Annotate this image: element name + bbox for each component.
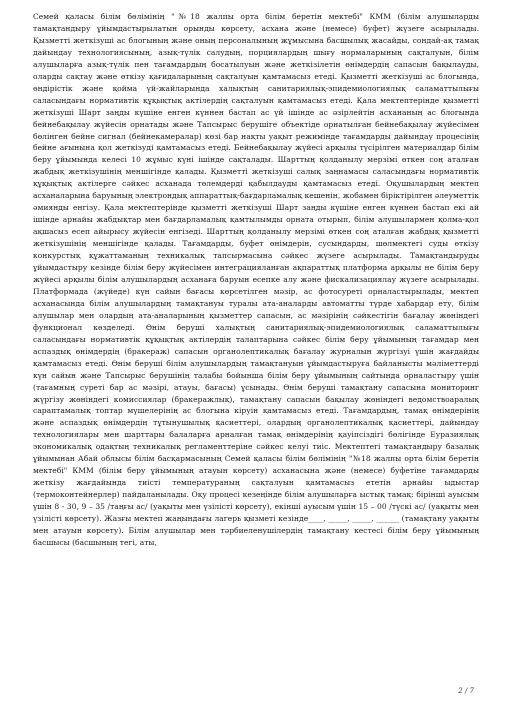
body-paragraph: Семей қаласы білім бөлімінің "№18 жалпы орта білім беретін мектебі" КММ (білім алушыларды тамақтандыру ұйымдастырылатын орынды көрсету, асхана және (немесе) буфет) жүзеге асырылады. Қызметті жеткізуші ас блогының және оның персоналының жұмысына басшылық жасайды, сондай-ақ тамақ дайындау технологиясының, азық-түлік салудың, порциялардың шығу нормаларының сақталуын, білім алушыларға азық-түлік пен тағамдардың босатылуын және жеткізілетін өнімдердің сапасын бақылауды, оларды сақтау және өткізу қағидаларының сақталуын қамтамасыз етеді. Қызметті жеткізуші ас блогында, өндірістік және қойма үй-жайларында халықтың санитариялық-эпидемиологиялық саламаттылығы саласындағы нормативтік құқықтық актілердің сақталуын қамтамасыз етеді. Қала мектептерінде қызметті жеткізуші Шарт заңды күшіне енген күннен бастап ас үй ішінде ас әзірлейтін асхананың ас блогында бейнебақылау жүйесін орнатады және Тапсырыс берушіге объектіде орнатылған бейнебақылау жүйесімен бөлінген бейне сигнал (бейнекамералар) көзі бар нақты уақыт режимінде тағамдарды дайындау процесінің бейне ағынына қол жеткізуді қамтамасыз етеді. Бейнебақылау жүйесі арқылы түсірілген материалдар білім беру ұйымында келесі 10 жұмыс күні ішінде сақталады. Шарттың қолданылу мерзімі өткен соң аталған жабдық жеткізушінің меншігінде қалады. Қызметті жеткізуші салық заңнамасы саласындағы нормативтік құқықтық актілерге сәйкес асханада төлемдерді қабылдауды қамтамасыз етеді. Оқушылардың мектеп асханаларына баруының электрондық аппараттық-бағдарламалық кешенін, жобамен біріктірілген әлеуметтік әмиянды енгізу. Қала мектептерінде қызметті жеткізуші Шарт заңды күшіне енген күннен бастап екі ай ішінде арнайы жабдықтар мен бағдарламалық қамтылымды орната отырып, білім алушылармен қолма-қол ақшасыз есеп айырысу жүйесін енгізеді. Шарттың қолданылу мерзімі өткен соң аталған жабдық қызметті жеткізушінің меншігінде қалады. Тағамдарды, буфет өнімдерін, сусындарды, шөлмектегі суды өткізу конкурстық құжаттаманың техникалық тапсырмасына сәйкес жүзеге асырылады. Тамақтандыруды ұйымдастыру кезінде білім беру жүйесімен интеграцияланған ақпараттық платформа арқылы не білім беру жүйесі арқылы білім алушылардың асханаға баруын есепке алу және фискализациялау жүзеге асырылады. Платформада (жүйеде) күн сайын бағасы көрсетілген мәзір, ас фотосуреті орналастырылады, мектеп асханасында білім алушылардың тамақтануы туралы ата-аналарды автоматты түрде хабардар ету, білім алушылар мен олардың ата-аналарының қызметтер сапасын, ас мәзірінің сәйкестігін бағалау жөніндегі функционал көзделеді. Өнім беруші халықтың санитариялық-эпидемиологиялық саламаттылығы саласындағы нормативтік құқықтық актілердің талаптарына сәйкес білім беру ұйымының тағамдар мен аспаздық өнімдердің (бракераж) сапасын органолептикалық бағалау журналын жүргізуі үшін жағдайды қамтамасыз етеді. Өнім беруші білім алушылардың тамақтануын ұйымдастыруға байланысты мәліметтерді күн сайын және Тапсырыс берушінің талабы бойынша білім беру ұйымының сайтында орналастыру үшін (тағамның суреті бар ас мәзірі, атауы, бағасы) ұсынады. Өнім беруші тамақтану сапасына мониторинг жүргізу жөніндегі комиссиялар (бракеражлық), тамақтану сапасын бақылау жөніндегі ведомствоаралық сараптамалық топтар мүшелерінің ас блогына кіруін қамтамасыз етеді. Тағамдардың, тамақ өнімдерінің және аспаздық өнімдердің тұтынушылық қасиеттері, олардың органолептикалық қасиеттері, дайындау технологиялары мен шарттары балаларға арналған тамақ өнімдерінің қауіпсіздігі бөлігінде Еуразиялық экономикалық одақтың техникалық регламенттеріне сәйкес келуі тиіс. Мектептегі тамақтандыру базалық ұйымынан Абай облысы білім басқармасының Семей қаласы білім бөлімінің "№18 жалпы орта білім беретін мектебі" КММ (білім беру ұйымының атауын көрсету) асханасына және (немесе) буфетіне тағамдарды жеткізу жағдайында тиісті температураның сақталуын қамтамасыз ететін арнайы ыдыстар (термоконтейнерлер) пайдаланылады. Оқу процесі кезеңінде білім алушыларға ыстық тамақ: бірінші ауысым үшін 8 - 30, 9 – 35 /таңғы ас/ (уақыты мен үзілісті көрсету), екінші ауысым үшін 15 – 00 /түскі ас/ (уақыты мен үзілісті көрсету). Жазғы мектеп жаңындағы лагерь қызметі кезінде____, _____, _____, ______ (тамақтану уақыты мен атауын көрсету). Білім алушылар мен тәрбиеленушілердің тамақтану кестесі білім беру ұйымының басшысы (басшының тегі, аты, bbox=[33, 12, 479, 547]
page-number: 2 / 7 bbox=[458, 687, 474, 695]
